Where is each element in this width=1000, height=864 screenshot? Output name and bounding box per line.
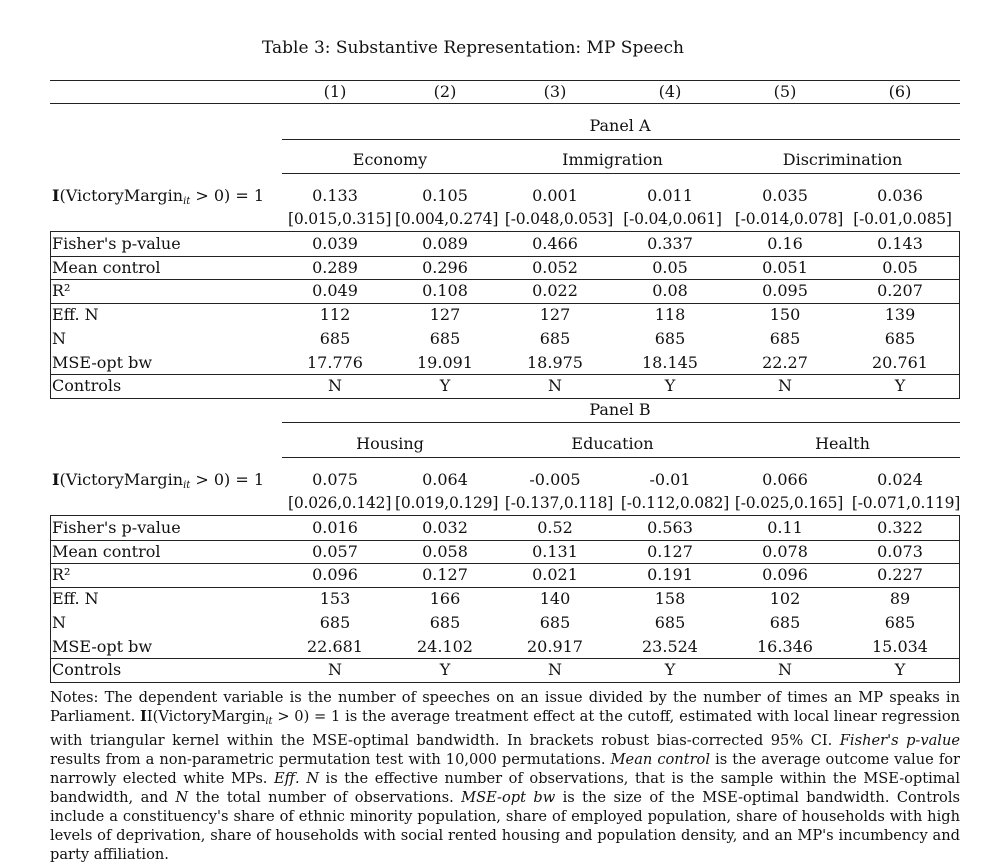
stat-cell: 127 (539, 305, 571, 325)
panel-a-groups-row (50, 148, 960, 172)
stat-cell: 685 (769, 328, 801, 348)
col-header-2: (2) (433, 82, 457, 101)
col-header-4: (4) (658, 82, 682, 101)
stat-cell: 0.296 (422, 257, 468, 277)
stat-cell: 0.052 (532, 257, 578, 277)
stat-cell: 685 (654, 612, 686, 632)
stat-cell: 0.021 (532, 565, 578, 585)
table-left-border-a (50, 232, 51, 398)
stat-row-a-2 (50, 279, 960, 303)
stat-row-b-5 (50, 635, 960, 659)
ci-a-1: [0.015,0.315] (288, 210, 392, 228)
stat-cell: 23.524 (642, 636, 698, 656)
stat-cell: Y (439, 376, 451, 396)
ci-a-5: [-0.014,0.078] (734, 210, 844, 228)
treatment-label: I(VictoryMargin$_{it}$ > 0) = 1 (52, 186, 265, 207)
ci-b-6: [-0.071,0.119] (851, 494, 961, 512)
stat-cell: 0.563 (647, 518, 693, 537)
coef-b-5: 0.066 (762, 470, 808, 489)
stat-row-a-1 (50, 256, 960, 280)
table-left-border-b (50, 516, 51, 682)
stat-cell: 685 (654, 328, 686, 348)
stat-cell: Y (664, 660, 676, 680)
stat-cell: 0.131 (532, 541, 578, 561)
stat-cell: 0.096 (312, 565, 358, 585)
stat-cell: 150 (769, 305, 801, 325)
stat-cell: Y (894, 376, 906, 396)
coef-b-6: 0.024 (877, 470, 923, 489)
stat-cell: 18.145 (642, 352, 698, 372)
stat-cell: 0.466 (532, 234, 578, 253)
ci-b-3: [-0.137,0.118] (504, 494, 614, 512)
coef-a-4: 0.011 (647, 186, 693, 205)
coef-a-6: 0.036 (877, 186, 923, 205)
table-right-border-a (959, 232, 960, 398)
stat-cell: 0.058 (422, 541, 468, 561)
stat-label: Mean control (52, 541, 161, 561)
col-header-6: (6) (888, 82, 912, 101)
stat-cell: 17.776 (307, 352, 363, 372)
stat-cell: 20.761 (872, 352, 928, 372)
table-title: Table 3: Substantive Representation: MP Speech (262, 38, 684, 58)
stat-cell: 18.975 (527, 352, 583, 372)
stat-cell: 685 (429, 328, 461, 348)
stat-row-b-4 (50, 611, 960, 635)
column-header-row (50, 80, 960, 104)
ci-b-4: [-0.112,0.082] (620, 494, 730, 512)
stat-label: Fisher's p-value (52, 518, 181, 537)
coef-a-2: 0.105 (422, 186, 468, 205)
stat-cell: 158 (654, 589, 686, 609)
stat-cell: 0.089 (422, 234, 468, 253)
panel-b-title-rule (282, 422, 960, 423)
stat-cell: Y (664, 376, 676, 396)
stat-label: MSE-opt bw (52, 636, 153, 656)
panel-a-groups-rule (282, 173, 960, 174)
ci-b-2: [0.019,0.129] (395, 494, 499, 512)
coef-b-3: -0.005 (529, 470, 581, 489)
stat-cell: Y (894, 660, 906, 680)
stat-row-b-6 (50, 658, 960, 682)
panel-b-coef-row (50, 468, 960, 492)
stat-row-b-3 (50, 587, 960, 611)
stat-cell: 102 (769, 589, 801, 609)
stat-cell: N (548, 660, 562, 680)
col-header-3: (3) (543, 82, 567, 101)
stat-cell: 0.108 (422, 281, 468, 301)
stat-cell: 0.16 (767, 234, 803, 253)
ci-a-3: [-0.048,0.053] (504, 210, 614, 228)
panel-a-group-1: Economy (352, 150, 428, 169)
ci-a-6: [-0.01,0.085] (853, 210, 952, 228)
stat-cell: 0.032 (422, 518, 468, 537)
panel-b-group-3: Health (815, 434, 870, 453)
stat-label: Fisher's p-value (52, 234, 181, 253)
panel-b-groups-row (50, 432, 960, 456)
stat-cell: 685 (884, 328, 916, 348)
stat-label: N (52, 328, 66, 348)
stat-label: N (52, 612, 66, 632)
col-header-5: (5) (773, 82, 797, 101)
panel-a-title-row (50, 114, 960, 138)
stat-cell: 0.337 (647, 234, 693, 253)
stat-cell: 140 (539, 589, 571, 609)
stat-label: Mean control (52, 257, 161, 277)
stat-cell: 0.207 (877, 281, 923, 301)
coef-a-5: 0.035 (762, 186, 808, 205)
panel-a-ci-row (50, 207, 960, 231)
table-right-border-b (959, 516, 960, 682)
stat-label: R² (52, 281, 71, 301)
stat-cell: 22.27 (762, 352, 808, 372)
stat-cell: 685 (539, 328, 571, 348)
ci-a-2: [0.004,0.274] (395, 210, 499, 228)
coef-a-1: 0.133 (312, 186, 358, 205)
panel-a-group-2: Immigration (562, 150, 663, 169)
stat-cell: Y (439, 660, 451, 680)
stat-row-a-6 (50, 374, 960, 398)
stat-cell: 0.073 (877, 541, 923, 561)
stat-row-a-5 (50, 351, 960, 375)
stat-cell: 0.127 (647, 541, 693, 561)
stat-cell: 118 (654, 305, 686, 325)
panel-b-title-row (50, 398, 960, 422)
stat-cell: 0.52 (537, 518, 573, 537)
stat-cell: 15.034 (872, 636, 928, 656)
stat-cell: 89 (889, 589, 911, 609)
stat-cell: N (778, 376, 792, 396)
stat-cell: 0.051 (762, 257, 808, 277)
stat-cell: 0.289 (312, 257, 358, 277)
panel-a-group-3: Discrimination (782, 150, 903, 169)
stat-label: Controls (52, 660, 122, 680)
stat-cell: 0.11 (767, 518, 803, 537)
stat-label: R² (52, 565, 71, 585)
stat-cell: 685 (539, 612, 571, 632)
stat-label: Eff. N (52, 305, 99, 325)
header-rule (50, 103, 960, 104)
stat-cell: 685 (769, 612, 801, 632)
stat-cell: 685 (319, 612, 351, 632)
stat-cell: 112 (319, 305, 351, 325)
panel-a-coef-row (50, 184, 960, 208)
ci-b-5: [-0.025,0.165] (734, 494, 844, 512)
stat-cell: N (548, 376, 562, 396)
panel-a-title: Panel A (589, 116, 651, 135)
stat-cell: 0.039 (312, 234, 358, 253)
stat-cell: N (328, 660, 342, 680)
stat-row-b-1 (50, 540, 960, 564)
stat-cell: 685 (319, 328, 351, 348)
stat-cell: 0.127 (422, 565, 468, 585)
stat-cell: 0.191 (647, 565, 693, 585)
stat-cell: 0.078 (762, 541, 808, 561)
panel-b-groups-rule (282, 457, 960, 458)
stat-row-b-0 (50, 516, 960, 540)
stat-cell: 20.917 (527, 636, 583, 656)
stat-cell: 24.102 (417, 636, 473, 656)
stat-cell: 0.095 (762, 281, 808, 301)
stat-cell: 0.016 (312, 518, 358, 537)
stat-cell: 685 (884, 612, 916, 632)
stat-cell: 0.143 (877, 234, 923, 253)
stat-cell: 0.05 (652, 257, 688, 277)
stat-cell: 0.057 (312, 541, 358, 561)
panel-b-title: Panel B (589, 400, 651, 419)
stat-cell: 22.681 (307, 636, 363, 656)
coef-a-3: 0.001 (532, 186, 578, 205)
panel-b-group-2: Education (571, 434, 654, 453)
stat-row-b-2 (50, 563, 960, 587)
panel-b-group-1: Housing (356, 434, 424, 453)
stat-cell: N (778, 660, 792, 680)
stat-cell: 0.227 (877, 565, 923, 585)
coef-b-1: 0.075 (312, 470, 358, 489)
stat-cell: 0.096 (762, 565, 808, 585)
bottom-rule (50, 682, 960, 683)
stat-cell: 19.091 (417, 352, 473, 372)
stat-cell: 0.049 (312, 281, 358, 301)
stat-cell: 0.322 (877, 518, 923, 537)
stat-cell: 685 (429, 612, 461, 632)
stat-label: MSE-opt bw (52, 352, 153, 372)
table-notes: Notes: The dependent variable is the number of speeches on an issue divided by the number of times an MP speaks in Parliament. II(VictoryMargin$_{it}$ > 0) = 1 is the average treatment effect at the cutoff, estimated with local linear regression with triangular kernel within the MSE-optimal bandwidth. In brackets robust bias-corrected 95% CI. Fisher's p-value results from a non-parametric permutation test with 10,000 permutations. Mean control is the average outcome value for narrowly elected white MPs. Eff. N is the effective number of observations, that is the sample within the MSE-optimal bandwidth, and N the total number of observations. MSE-opt bw is the size of the MSE-optimal bandwidth. Controls include a constituency's share of ethnic minority population, share of employed population, share of households with high levels of deprivation, share of households with social rented housing and population density, and an MP's incumbency and party affiliation. (50, 689, 960, 863)
stat-row-a-3 (50, 303, 960, 327)
panel-a-title-rule (282, 139, 960, 140)
stat-cell: 16.346 (757, 636, 813, 656)
coef-b-4: -0.01 (649, 470, 691, 489)
stat-cell: 127 (429, 305, 461, 325)
coef-b-2: 0.064 (422, 470, 468, 489)
ci-b-1: [0.026,0.142] (288, 494, 392, 512)
stat-cell: 153 (319, 589, 351, 609)
stat-cell: 0.022 (532, 281, 578, 301)
stat-cell: 166 (429, 589, 461, 609)
panel-b-ci-row (50, 491, 960, 515)
stat-cell: 0.08 (652, 281, 688, 301)
col-header-1: (1) (323, 82, 347, 101)
stat-row-a-4 (50, 327, 960, 351)
stat-cell: N (328, 376, 342, 396)
stat-cell: 0.05 (882, 257, 918, 277)
ci-a-4: [-0.04,0.061] (623, 210, 722, 228)
stat-label: Eff. N (52, 589, 99, 609)
stat-row-a-0 (50, 232, 960, 256)
stat-cell: 139 (884, 305, 916, 325)
treatment-label-b: I(VictoryMargin$_{it}$ > 0) = 1 (52, 470, 265, 491)
stat-label: Controls (52, 376, 122, 396)
